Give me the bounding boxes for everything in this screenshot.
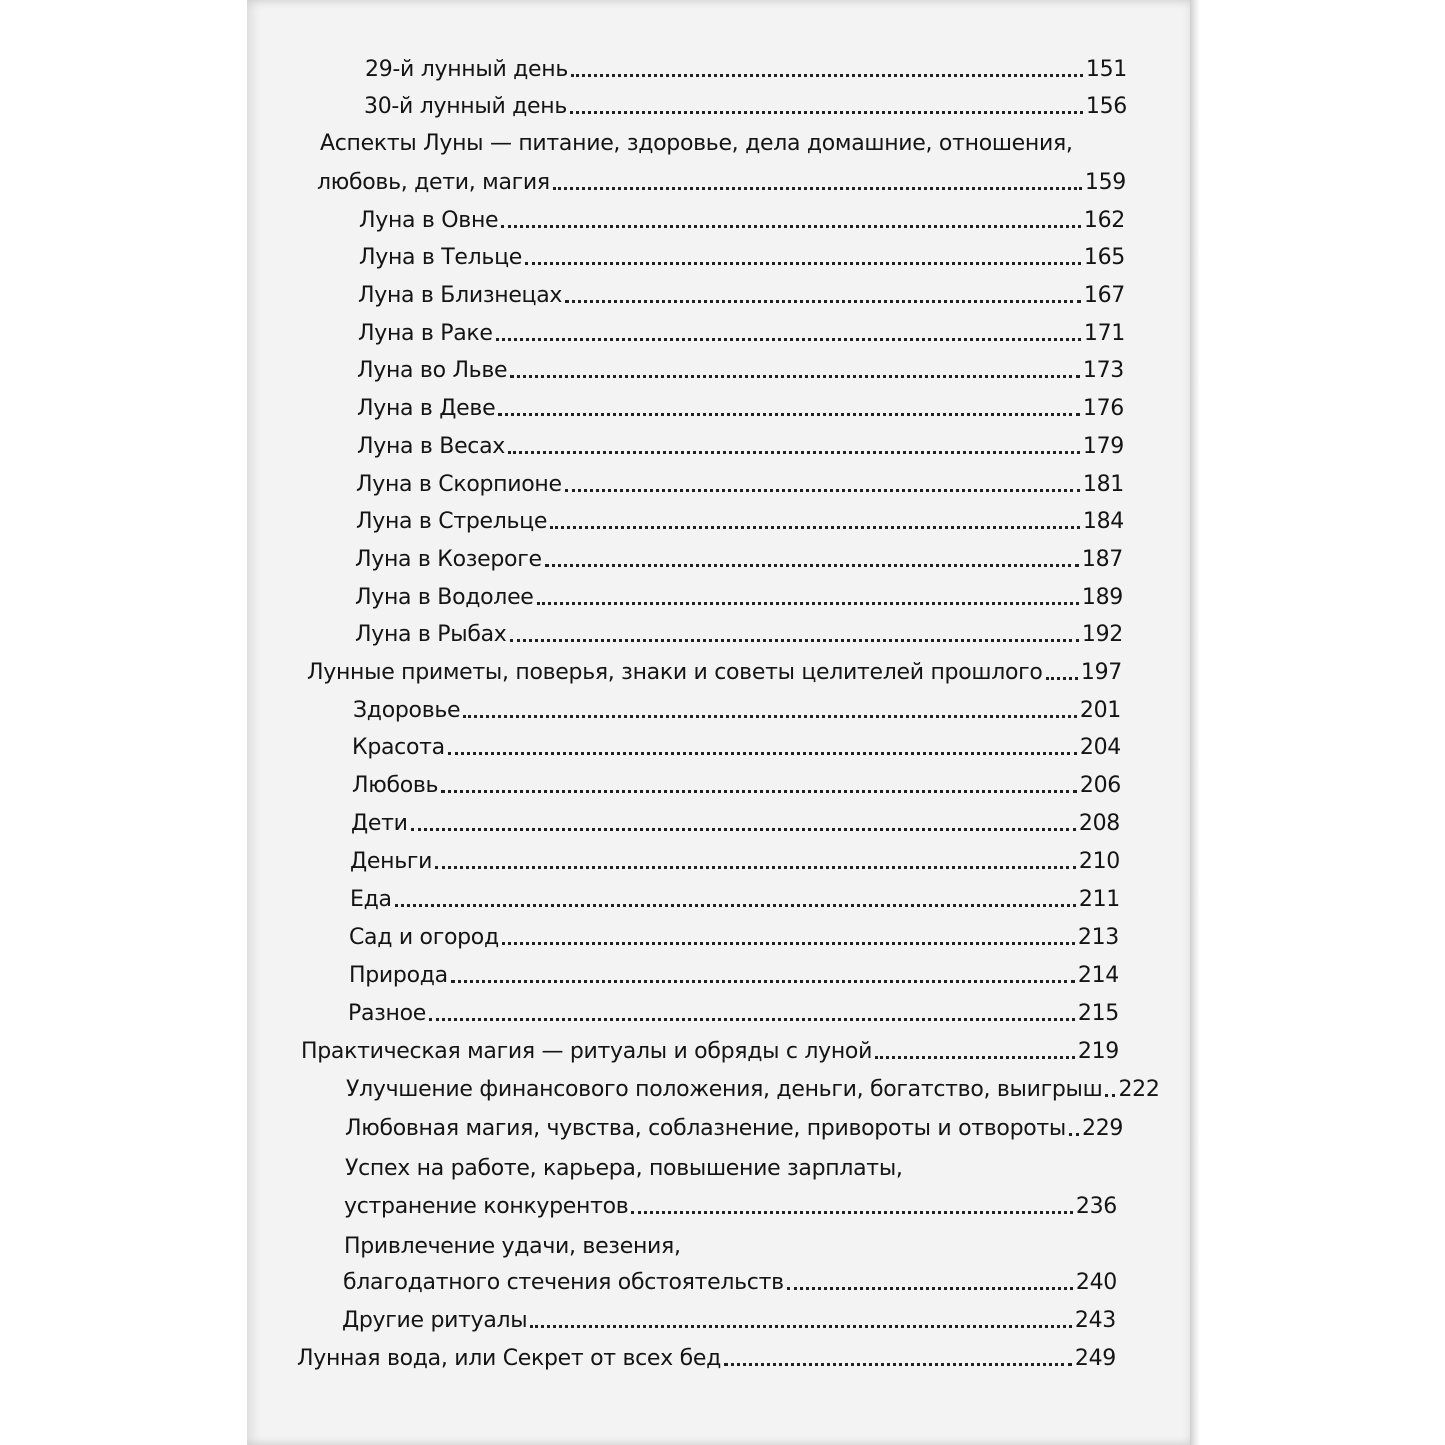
toc-entry-page: 208: [1078, 811, 1120, 836]
toc-entry-page: 243: [1074, 1308, 1116, 1333]
toc-entry-label: Луна в Козероге: [355, 547, 542, 572]
toc-entry-page: 249: [1074, 1346, 1116, 1371]
toc-entry-label: 29-й лунный день: [365, 57, 569, 82]
dot-leader: [724, 1363, 1072, 1366]
toc-entry-page: 151: [1085, 57, 1127, 82]
toc-entry: [355, 585, 1123, 611]
toc-entry: [343, 1270, 1117, 1296]
toc-entry-page: 165: [1083, 245, 1125, 270]
toc-entry-label: Луна в Скорпионе: [356, 472, 562, 497]
toc-entry: [349, 925, 1119, 951]
dot-leader: [501, 225, 1081, 228]
toc-entry: [357, 358, 1124, 384]
toc-entry-page: 162: [1083, 208, 1125, 233]
toc-entry: [364, 94, 1127, 120]
toc-entry-page: 236: [1075, 1194, 1117, 1219]
toc-entry: [356, 472, 1124, 498]
dot-leader: [510, 639, 1079, 642]
toc-entry-page: 210: [1078, 849, 1120, 874]
dot-leader: [553, 187, 1082, 190]
toc-entry-label: Другие ритуалы: [342, 1308, 528, 1333]
toc-entry-label: Здоровье: [353, 698, 461, 723]
toc-entry: [357, 396, 1124, 422]
dot-leader: [448, 752, 1077, 755]
toc-entry: [348, 1001, 1119, 1027]
dot-leader: [545, 564, 1079, 567]
toc-entry: [345, 1116, 1124, 1142]
toc-entry-label: Деньги: [350, 849, 433, 874]
dot-leader: [565, 300, 1081, 303]
toc-entry-page: 211: [1078, 887, 1120, 912]
toc-entry: [356, 509, 1124, 535]
toc-entry-label: Луна в Весах: [357, 434, 506, 459]
dot-leader: [510, 375, 1080, 378]
dot-leader: [787, 1287, 1073, 1290]
toc-entry-label: Разное: [348, 1001, 427, 1026]
toc-entry-label: Природа: [349, 963, 448, 988]
toc-entry-page: 240: [1075, 1270, 1117, 1295]
toc-entry: [359, 245, 1125, 271]
toc-entry: [317, 170, 1126, 196]
toc-entry-page: 181: [1082, 472, 1124, 497]
toc-entry: [350, 887, 1120, 913]
dot-leader: [530, 1325, 1072, 1328]
toc-entry-page: 213: [1077, 925, 1119, 950]
toc-entry: [342, 1308, 1116, 1334]
toc-entry-page: 173: [1082, 358, 1124, 383]
dot-leader: [502, 942, 1075, 945]
toc-entry: [358, 283, 1125, 309]
dot-leader: [1046, 677, 1078, 680]
toc-entry-page: 184: [1082, 509, 1124, 534]
dot-leader: [875, 1056, 1075, 1059]
toc-entry-label: Практическая магия — ритуалы и обряды с луной: [301, 1039, 873, 1064]
dot-leader: [395, 904, 1076, 907]
toc-entry-label: 30-й лунный день: [364, 94, 568, 119]
toc-entry-label: Любовь: [352, 773, 439, 798]
toc-entry-page: 187: [1081, 547, 1123, 572]
toc-entry: [365, 57, 1127, 83]
toc-entry-page: 197: [1080, 660, 1122, 685]
toc-entry-label: Еда: [350, 887, 392, 912]
toc-entry-label: Луна в Раке: [358, 321, 493, 346]
dot-leader: [537, 602, 1079, 605]
toc-entry-page: 171: [1083, 321, 1125, 346]
toc-entry: [350, 849, 1120, 875]
toc-entry-label: Луна в Водолее: [355, 585, 534, 610]
toc-entry: [352, 773, 1121, 799]
toc-entry-page: 222: [1118, 1077, 1160, 1102]
toc-entry-page: 201: [1079, 698, 1121, 723]
toc-entry: [359, 208, 1125, 234]
toc-entry: [344, 1194, 1117, 1220]
dot-leader: [550, 526, 1080, 529]
toc-entry: [355, 547, 1123, 573]
toc-entry: [353, 698, 1121, 724]
toc-entry: [301, 1039, 1119, 1065]
dot-leader: [1105, 1094, 1115, 1097]
toc-entry: [297, 1346, 1116, 1372]
toc-entry-page: 176: [1082, 396, 1124, 421]
toc-entry: [357, 434, 1124, 460]
toc-entry-label: Луна в Деве: [357, 396, 496, 421]
toc-entry-label-line1: Успех на работе, карьера, повышение зарплаты,: [345, 1156, 903, 1181]
dot-leader: [496, 338, 1081, 341]
toc-entry-label: любовь, дети, магия: [317, 170, 550, 195]
dot-leader: [631, 1211, 1072, 1214]
toc-entry-page: 159: [1084, 170, 1126, 195]
toc-entry: [346, 1077, 1160, 1103]
toc-entry: [349, 963, 1119, 989]
toc-entry-label: Луна в Близнецах: [358, 283, 563, 308]
dot-leader: [1069, 1133, 1079, 1136]
dot-leader: [570, 111, 1083, 114]
toc-entry-page: 179: [1082, 434, 1124, 459]
toc-entry: [351, 811, 1120, 837]
dot-leader: [525, 262, 1081, 265]
dot-leader: [429, 1018, 1075, 1021]
toc-entry-page: 204: [1079, 735, 1121, 760]
toc-entry-label: Красота: [352, 735, 445, 760]
toc-entry: [355, 622, 1123, 648]
dot-leader: [411, 828, 1076, 831]
toc-entry-label: Луна в Рыбах: [355, 622, 507, 647]
toc-entry-page: 215: [1077, 1001, 1119, 1026]
toc-entry-label: Луна в Овне: [359, 208, 499, 233]
toc-entry-page: 206: [1079, 773, 1121, 798]
toc-entry: [307, 660, 1122, 686]
toc-entry-label: Луна в Тельце: [359, 245, 522, 270]
dot-leader: [508, 451, 1080, 454]
toc-entry-label-line1: Привлечение удачи, везения,: [344, 1234, 681, 1259]
toc-entry-label: Лунные приметы, поверья, знаки и советы целителей прошлого: [307, 660, 1043, 685]
toc-entry-label: Любовная магия, чувства, соблазнение, привороты и отвороты: [345, 1116, 1066, 1141]
toc-entry: [358, 321, 1125, 347]
toc-entry-label: Луна во Льве: [357, 358, 508, 383]
dot-leader: [571, 74, 1083, 77]
toc-entry-label: Улучшение финансового положения, деньги, богатство, выигрыш: [346, 1077, 1103, 1102]
toc-entry-label-line1: Аспекты Луны — питание, здоровье, дела домашние, отношения,: [320, 131, 1073, 156]
dot-leader: [435, 866, 1076, 869]
toc-entry-page: 214: [1077, 963, 1119, 988]
dot-leader: [463, 715, 1077, 718]
dot-leader: [498, 413, 1080, 416]
toc-entry: [352, 735, 1121, 761]
toc-entry-page: 167: [1083, 283, 1125, 308]
toc-entry-page: 189: [1081, 585, 1123, 610]
toc-entry-label: благодатного стечения обстоятельств: [343, 1270, 784, 1295]
toc-entry-page: 192: [1081, 622, 1123, 647]
toc-entry-label: Сад и огород: [349, 925, 499, 950]
toc-entry-label: Дети: [351, 811, 408, 836]
toc-entry-page: 219: [1077, 1039, 1119, 1064]
toc-entry-label: Луна в Стрельце: [356, 509, 548, 534]
toc-entry-page: 229: [1082, 1116, 1124, 1141]
toc-entry-label: устранение конкурентов: [344, 1194, 629, 1219]
toc-entry-page: 156: [1085, 94, 1127, 119]
dot-leader: [441, 790, 1077, 793]
dot-leader: [565, 489, 1080, 492]
toc-entry-label: Лунная вода, или Секрет от всех бед: [297, 1346, 721, 1371]
dot-leader: [451, 980, 1075, 983]
